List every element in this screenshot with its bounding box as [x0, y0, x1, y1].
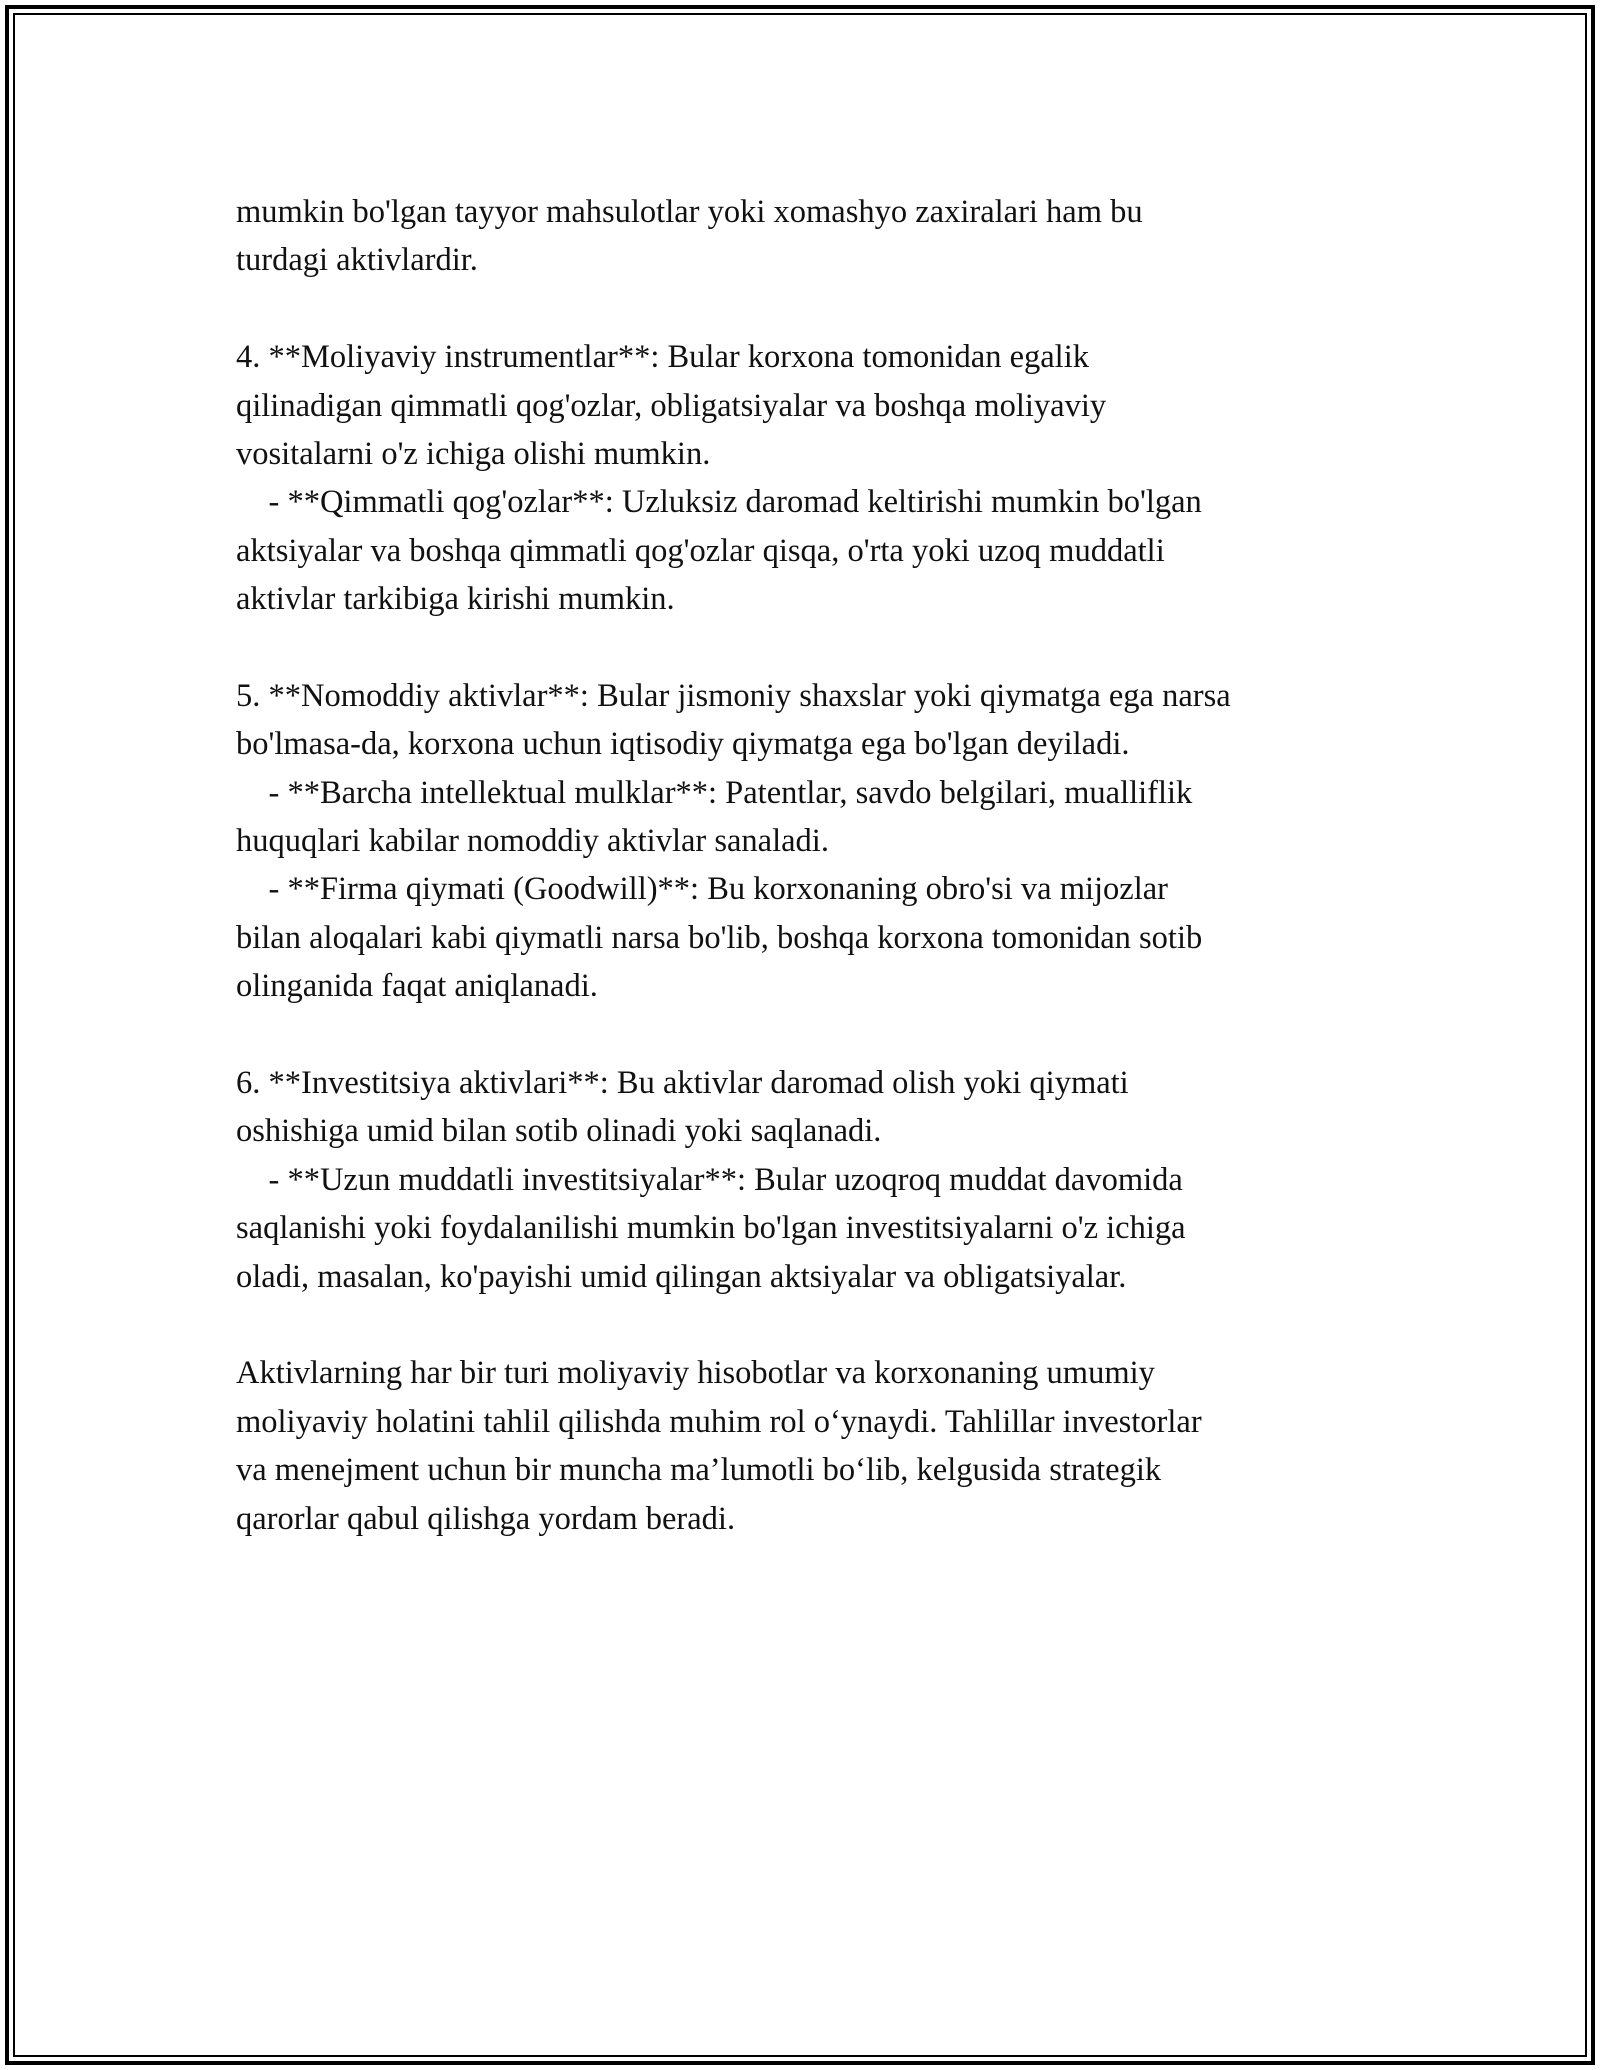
text-line: - **Qimmatli qog'ozlar**: Uzluksiz daromad keltirishi mumkin bo'lgan — [236, 484, 1202, 521]
text-line: olinganida faqat aniqlanadi. — [236, 968, 598, 1005]
document-body — [236, 188, 1396, 1543]
text-line: moliyaviy holatini tahlil qilishda muhim rol o‘ynaydi. Tahlillar investorlar — [236, 1403, 1202, 1440]
paragraph-continuation — [236, 188, 1396, 285]
text-line: aktsiyalar va boshqa qimmatli qog'ozlar qisqa, o'rta yoki uzoq muddatli — [236, 532, 1165, 569]
section-investment-assets — [236, 1059, 1396, 1301]
section-financial-instruments — [236, 333, 1396, 623]
text-line: Aktivlarning har bir turi moliyaviy hisobotlar va korxonaning umumiy — [236, 1355, 1155, 1392]
text-line: 5. **Nomoddiy aktivlar**: Bular jismoniy shaxslar yoki qiymatga ega narsa — [236, 677, 1231, 714]
text-line: saqlanishi yoki foydalanilishi mumkin bo'lgan investitsiyalarni o'z ichiga — [236, 1210, 1186, 1247]
text-line: qilinadigan qimmatli qog'ozlar, obligatsiyalar va boshqa moliyaviy — [236, 387, 1107, 424]
text-line: aktivlar tarkibiga kirishi mumkin. — [236, 581, 675, 618]
text-line: va menejment uchun bir muncha ma’lumotli bo‘lib, kelgusida strategik — [236, 1452, 1162, 1489]
text-line: oshishiga umid bilan sotib olinadi yoki saqlanadi. — [236, 1113, 882, 1150]
paragraph-gap — [236, 1011, 1396, 1059]
text-line: - **Uzun muddatli investitsiyalar**: Bular uzoqroq muddat davomida — [236, 1161, 1183, 1198]
text-line: - **Barcha intellektual mulklar**: Patentlar, savdo belgilari, mualliflik — [236, 774, 1193, 811]
text-line: huquqlari kabilar nomoddiy aktivlar sanaladi. — [236, 823, 829, 860]
section-intangible-assets — [236, 672, 1396, 1011]
conclusion-paragraph — [236, 1349, 1396, 1543]
text-line: vositalarni o'z ichiga olishi mumkin. — [236, 435, 711, 472]
text-line: qarorlar qabul qilishga yordam beradi. — [236, 1500, 736, 1537]
text-line: 4. **Moliyaviy instrumentlar**: Bular korxona tomonidan egalik — [236, 339, 1089, 376]
paragraph-gap — [236, 624, 1396, 672]
text-line: oladi, masalan, ko'payishi umid qilingan aktsiyalar va obligatsiyalar. — [236, 1258, 1127, 1295]
text-line: - **Firma qiymati (Goodwill)**: Bu korxonaning obro'si va mijozlar — [236, 871, 1168, 908]
text-line: 6. **Investitsiya aktivlari**: Bu aktivlar daromad olish yoki qiymati — [236, 1065, 1129, 1102]
paragraph-gap — [236, 1301, 1396, 1349]
text-line: bo'lmasa-da, korxona uchun iqtisodiy qiymatga ega bo'lgan deyiladi. — [236, 726, 1130, 763]
paragraph-gap — [236, 285, 1396, 333]
text-line: mumkin bo'lgan tayyor mahsulotlar yoki xomashyo zaxiralari ham bu — [236, 194, 1143, 230]
text-line: bilan aloqalari kabi qiymatli narsa bo'lib, boshqa korxona tomonidan sotib — [236, 919, 1203, 956]
text-line: turdagi aktivlardir. — [236, 242, 478, 279]
